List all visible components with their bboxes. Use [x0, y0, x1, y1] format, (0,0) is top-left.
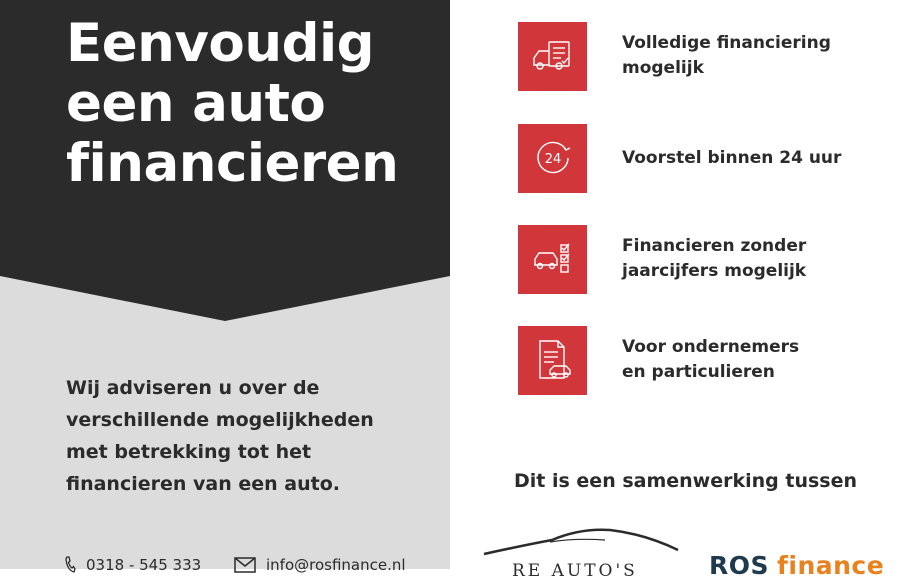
ros-wordmark: ROS	[709, 551, 770, 580]
mail-icon	[234, 557, 256, 573]
left-panel	[0, 0, 450, 574]
feature-no-annual-figures	[518, 224, 878, 294]
ros-finance-logo	[709, 551, 884, 580]
hero-title-line: een auto	[66, 73, 326, 134]
phone-icon	[64, 556, 76, 574]
feature-label-line: en particulieren	[622, 362, 775, 382]
email-address: info@rosfinance.nl	[266, 556, 406, 574]
feature-business-private	[518, 325, 878, 395]
car-checklist-icon	[531, 239, 575, 279]
feature-label	[622, 335, 799, 385]
feature-label-line: Voorstel binnen 24 uur	[622, 147, 842, 168]
re-autos-wordmark: RE AUTO'S	[512, 561, 638, 580]
phone-number: 0318 - 545 333	[86, 556, 202, 574]
re-autos-logo	[480, 524, 690, 580]
svg-text:24: 24	[544, 152, 561, 167]
feature-label-line: Financieren zonder	[622, 236, 807, 256]
feature-proposal-24h	[518, 123, 878, 193]
feature-icon-tile	[518, 124, 587, 193]
right-panel	[450, 0, 900, 580]
contact-email[interactable]	[234, 556, 406, 574]
contact-phone[interactable]	[64, 556, 201, 574]
collaboration-heading: Dit is een samenwerking tussen	[514, 470, 858, 492]
feature-full-financing	[518, 21, 878, 91]
hero-title-line: financieren	[66, 133, 399, 194]
feature-label-line: Volledige financiering	[622, 33, 831, 53]
feature-label-line: Voor ondernemers	[622, 337, 800, 357]
hero-title	[66, 14, 398, 194]
feature-label-line: mogelijk	[622, 58, 704, 78]
clock-24-icon	[533, 138, 573, 178]
hero-title-line: Eenvoudig	[66, 13, 375, 74]
feature-label	[622, 31, 831, 81]
feature-label	[622, 146, 841, 171]
feature-label	[622, 234, 806, 284]
feature-label-line: jaarcijfers mogelijk	[622, 261, 807, 281]
finance-wordmark: finance	[777, 551, 885, 580]
car-document-icon	[532, 338, 574, 382]
feature-icon-tile	[518, 225, 587, 294]
feature-icon-tile	[518, 326, 587, 395]
intro-text: Wij adviseren u over de verschillende mogelijkheden met betrekking tot het financieren van een auto.	[66, 377, 374, 495]
feature-icon-tile	[518, 22, 587, 91]
truck-document-icon	[531, 39, 575, 73]
